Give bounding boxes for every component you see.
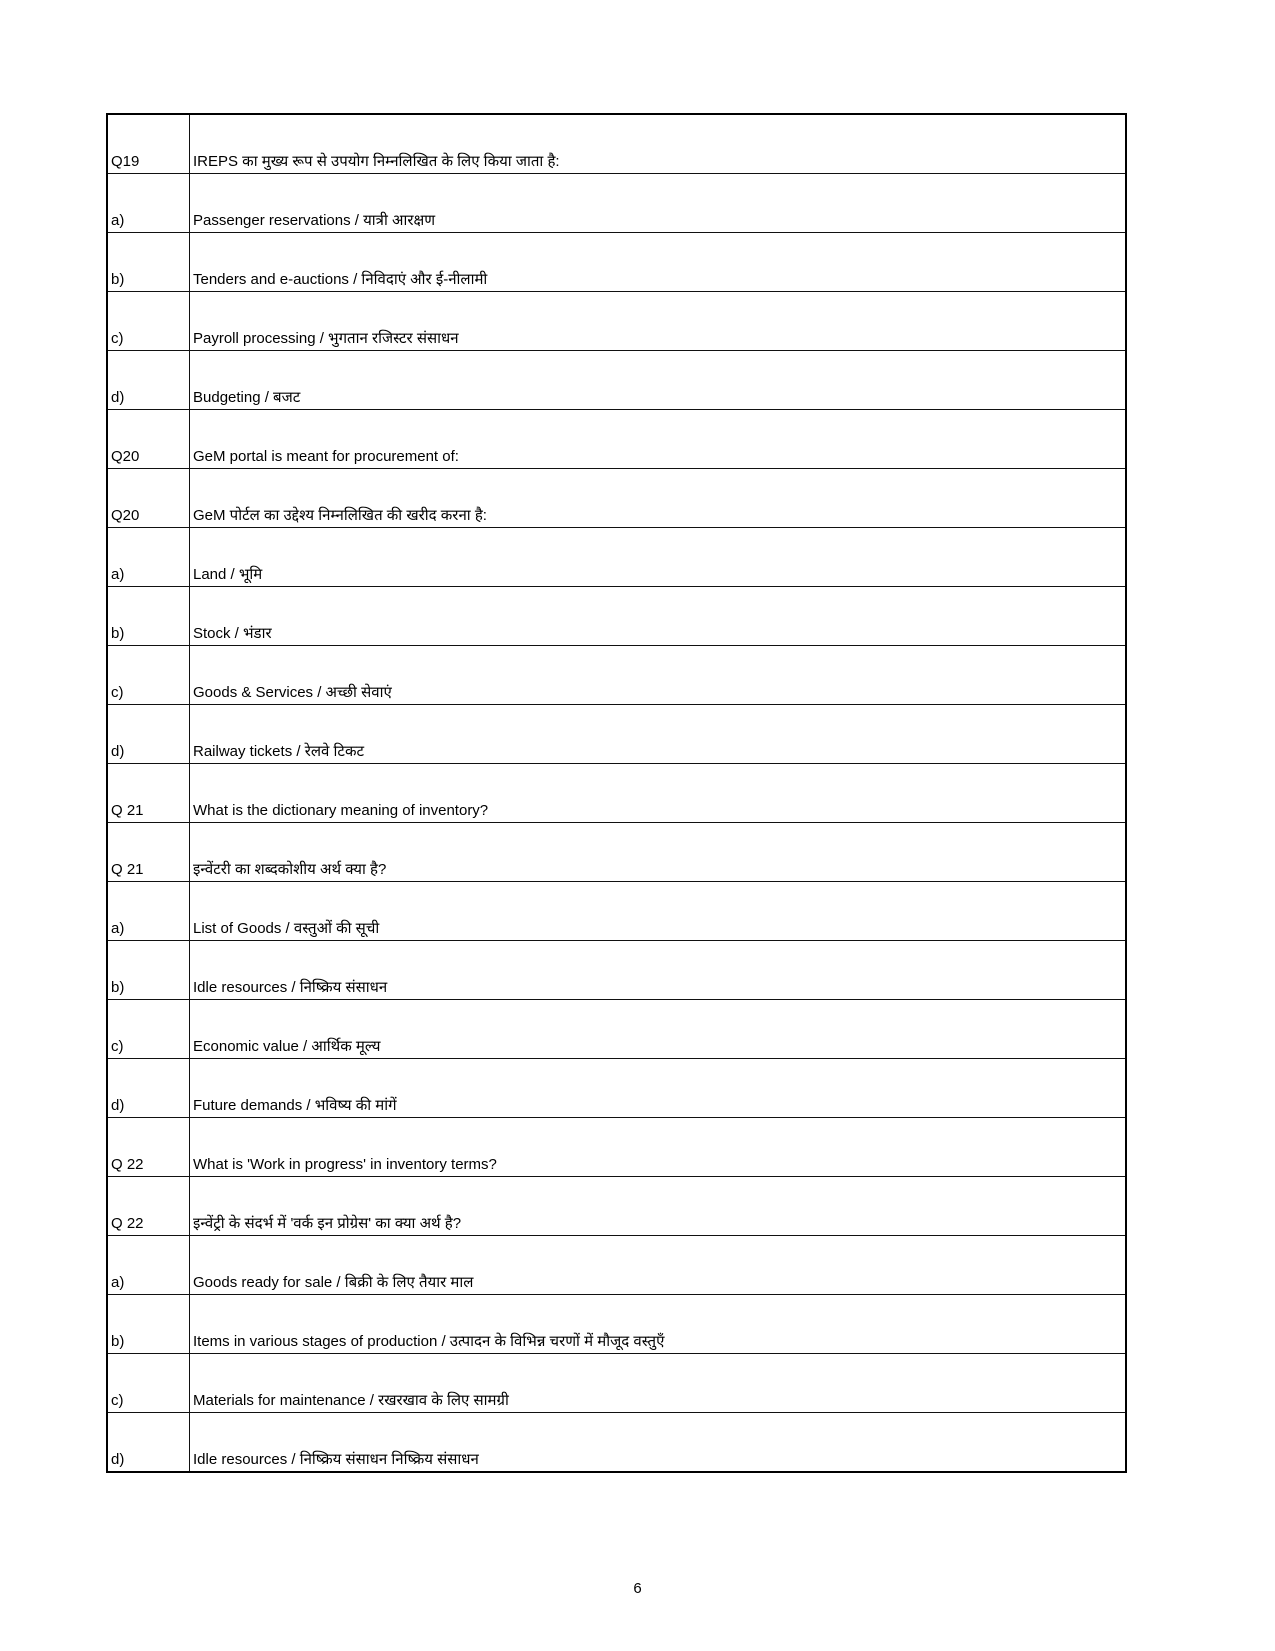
option-label-cell: b) bbox=[107, 233, 190, 292]
question-number-cell: Q 22 bbox=[107, 1177, 190, 1236]
question-text-cell: GeM portal is meant for procurement of: bbox=[190, 410, 1127, 469]
option-label-cell: b) bbox=[107, 941, 190, 1000]
page-number: 6 bbox=[633, 1580, 642, 1597]
question-text-cell: इन्वेंट्री के संदर्भ में 'वर्क इन प्रोग्रेस' का क्या अर्थ है? bbox=[190, 1177, 1127, 1236]
option-label-cell: d) bbox=[107, 705, 190, 764]
table-row bbox=[107, 1413, 1126, 1473]
table-row bbox=[107, 1177, 1126, 1236]
table-row bbox=[107, 764, 1126, 823]
question-number-cell: Q19 bbox=[107, 114, 190, 174]
option-text-cell: Goods & Services / अच्छी सेवाएं bbox=[190, 646, 1127, 705]
table-row bbox=[107, 1118, 1126, 1177]
option-label-cell: b) bbox=[107, 1295, 190, 1354]
option-text-cell: Economic value / आर्थिक मूल्य bbox=[190, 1000, 1127, 1059]
table-row bbox=[107, 1236, 1126, 1295]
table-row bbox=[107, 528, 1126, 587]
option-text-cell: Idle resources / निष्क्रिय संसाधन निष्क्रिय संसाधन bbox=[190, 1413, 1127, 1473]
option-label-cell: d) bbox=[107, 1059, 190, 1118]
option-text-cell: Railway tickets / रेलवे टिकट bbox=[190, 705, 1127, 764]
option-text-cell: Idle resources / निष्क्रिय संसाधन bbox=[190, 941, 1127, 1000]
option-text-cell: Tenders and e-auctions / निविदाएं और ई-नीलामी bbox=[190, 233, 1127, 292]
table-row bbox=[107, 882, 1126, 941]
question-number-cell: Q 22 bbox=[107, 1118, 190, 1177]
option-label-cell: c) bbox=[107, 646, 190, 705]
option-label-cell: c) bbox=[107, 1354, 190, 1413]
option-label-cell: c) bbox=[107, 292, 190, 351]
option-label-cell: c) bbox=[107, 1000, 190, 1059]
option-text-cell: Passenger reservations / यात्री आरक्षण bbox=[190, 174, 1127, 233]
option-label-cell: a) bbox=[107, 1236, 190, 1295]
question-text-cell: What is the dictionary meaning of inventory? bbox=[190, 764, 1127, 823]
question-text-cell: IREPS का मुख्य रूप से उपयोग निम्नलिखित के लिए किया जाता है: bbox=[190, 114, 1127, 174]
option-label-cell: d) bbox=[107, 1413, 190, 1473]
table-row bbox=[107, 1354, 1126, 1413]
table-row bbox=[107, 587, 1126, 646]
option-text-cell: Future demands / भविष्य की मांगें bbox=[190, 1059, 1127, 1118]
question-number-cell: Q 21 bbox=[107, 764, 190, 823]
option-text-cell: Payroll processing / भुगतान रजिस्टर संसाधन bbox=[190, 292, 1127, 351]
table-row bbox=[107, 351, 1126, 410]
option-text-cell: List of Goods / वस्तुओं की सूची bbox=[190, 882, 1127, 941]
table-row bbox=[107, 292, 1126, 351]
option-text-cell: Goods ready for sale / बिक्री के लिए तैयार माल bbox=[190, 1236, 1127, 1295]
option-label-cell: a) bbox=[107, 528, 190, 587]
table-row bbox=[107, 233, 1126, 292]
option-label-cell: a) bbox=[107, 174, 190, 233]
option-text-cell: Budgeting / बजट bbox=[190, 351, 1127, 410]
table-row bbox=[107, 941, 1126, 1000]
option-text-cell: Materials for maintenance / रखरखाव के लिए सामग्री bbox=[190, 1354, 1127, 1413]
option-text-cell: Items in various stages of production / उत्पादन के विभिन्न चरणों में मौजूद वस्तुएँ bbox=[190, 1295, 1127, 1354]
question-table bbox=[106, 113, 1127, 1473]
table-row bbox=[107, 114, 1126, 174]
question-text-cell: इन्वेंटरी का शब्दकोशीय अर्थ क्या है? bbox=[190, 823, 1127, 882]
table-row bbox=[107, 469, 1126, 528]
table-row bbox=[107, 1000, 1126, 1059]
option-label-cell: b) bbox=[107, 587, 190, 646]
table-row bbox=[107, 1059, 1126, 1118]
table-row bbox=[107, 410, 1126, 469]
option-text-cell: Stock / भंडार bbox=[190, 587, 1127, 646]
table-row bbox=[107, 1295, 1126, 1354]
table-row bbox=[107, 646, 1126, 705]
question-number-cell: Q20 bbox=[107, 410, 190, 469]
option-text-cell: Land / भूमि bbox=[190, 528, 1127, 587]
table-row bbox=[107, 174, 1126, 233]
question-text-cell: GeM पोर्टल का उद्देश्य निम्नलिखित की खरीद करना है: bbox=[190, 469, 1127, 528]
question-number-cell: Q 21 bbox=[107, 823, 190, 882]
question-number-cell: Q20 bbox=[107, 469, 190, 528]
option-label-cell: a) bbox=[107, 882, 190, 941]
question-text-cell: What is 'Work in progress' in inventory terms? bbox=[190, 1118, 1127, 1177]
table-row bbox=[107, 823, 1126, 882]
option-label-cell: d) bbox=[107, 351, 190, 410]
table-row bbox=[107, 705, 1126, 764]
